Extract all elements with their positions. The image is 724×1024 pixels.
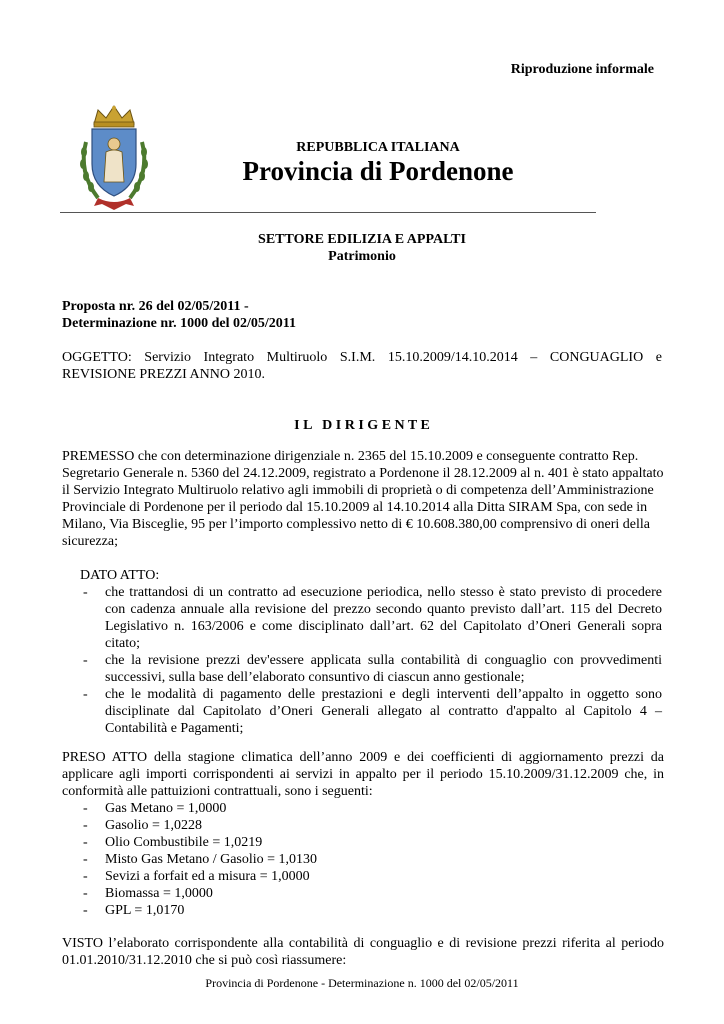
list-item: - Misto Gas Metano / Gasolio = 1,0130 [80,851,580,868]
subject-paragraph: OGGETTO: Servizio Integrato Multiruolo S.I.M. 15.10.2009/14.10.2014 – CONGUAGLIO e REVISIONE PREZZI ANNO 2010. [62,350,662,382]
director-heading: I L D I R I G E N T E [294,418,430,433]
list-item: - che la revisione prezzi dev'essere applicata sulla contabilità di conguaglio con provvedimenti successivi, sulla base dell’elaborato consuntivo di ciascun anno gestionale; [80,652,662,686]
determination-line: Determinazione nr. 1000 del 02/05/2011 [62,316,296,331]
document-note: Riproduzione informale [510,62,654,77]
list-item: - Gas Metano = 1,0000 [80,800,580,817]
list-item: - che trattandosi di un contratto ad esecuzione periodica, nello stesso è stato previsto di procedere con cadenza annuale alla revisione del prezzo secondo quanto previsto dall’art. 115 del Decreto Legislativo n. 163/2006 e come disciplinato dall’art. 62 del Capitolato d’Oneri Generali sopra citato; [80,584,662,652]
proposal-line: Proposta nr. 26 del 02/05/2011 - [62,299,249,314]
list-item: - GPL = 1,0170 [80,902,580,919]
page-footer: Provincia di Pordenone - Determinazione n. 1000 del 02/05/2011 [205,976,519,990]
visto-paragraph: VISTO l’elaborato corrispondente alla contabilità di conguaglio e di revisione prezzi riferita al periodo 01.01.2010/31.12.2010 che si può così riassumere: [62,936,664,968]
sector-subtitle: Patrimonio [328,249,396,264]
republic-heading: REPUBBLICA ITALIANA [296,140,460,155]
province-title: Provincia di Pordenone [242,156,514,186]
list-item: - Olio Combustibile = 1,0219 [80,834,580,851]
list-item: - che le modalità di pagamento delle prestazioni e degli interventi dell’appalto in oggetto sono disciplinate dal Capitolato d’Oneri Generali allegato al contratto d'appalto al Capitolo 4 – Contabilità e Pagamenti; [80,686,662,737]
preso-atto-paragraph: PRESO ATTO della stagione climatica dell’anno 2009 e dei coefficienti di aggiornamento prezzi da applicare agli importi corrispondenti ai servizi in appalto per il periodo 15.10.2009/31.12.2009 che, in conformità alle pattuizioni contrattuali, sono i seguenti: [62,750,664,799]
province-coat-of-arms-icon [74,102,154,212]
sector-title: SETTORE EDILIZIA E APPALTI [258,232,466,247]
coefficients-list [80,800,580,919]
dato-atto-list [80,584,662,737]
header-divider [60,212,596,213]
dato-atto-label: DATO ATTO: [80,568,160,583]
list-item: - Biomassa = 1,0000 [80,885,580,902]
list-item: - Gasolio = 1,0228 [80,817,580,834]
premesso-paragraph: PREMESSO che con determinazione dirigenziale n. 2365 del 15.10.2009 e conseguente contratto Rep. Segretario Generale n. 5360 del 24.12.2009, registrato a Pordenone il 28.12.2009 al n. 401 è stato appaltato il Servizio Integrato Multiruolo relativo agli immobili di proprietà o di competenza dell’Amministrazione Provinciale di Pordenone per il periodo dal 15.10.2009 al 14.10.2014 alla Ditta SIRAM Spa, con sede in Milano, Via Bisceglie, 95 per l’importo complessivo netto di € 10.608.380,00 comprensivo di oneri della sicurezza; [62,449,664,549]
list-item: - Sevizi a forfait ed a misura = 1,0000 [80,868,580,885]
